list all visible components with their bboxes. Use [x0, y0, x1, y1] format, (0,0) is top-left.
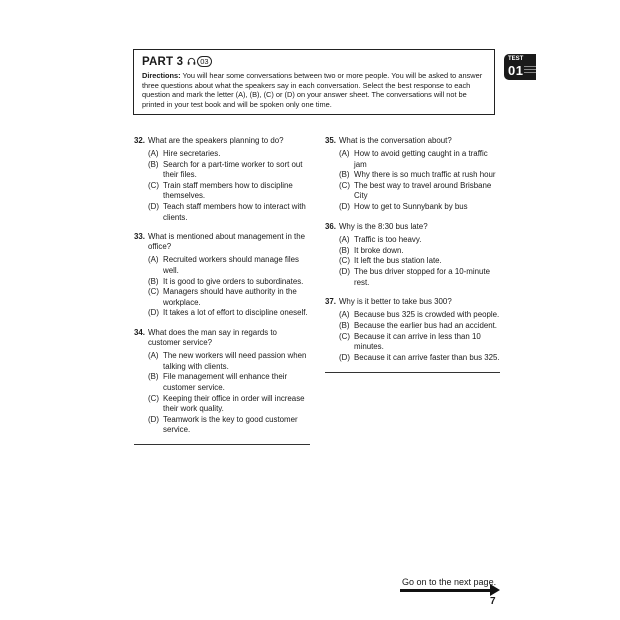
option-text: It broke down.	[354, 245, 404, 255]
option-letter: (B)	[339, 170, 350, 180]
question-32	[134, 136, 310, 223]
option-letter: (D)	[339, 267, 350, 277]
question-35	[325, 136, 500, 213]
next-page-text: Go on to the next page.	[402, 577, 497, 587]
answer-option	[339, 353, 500, 363]
part-header	[142, 54, 486, 69]
option-letter: (D)	[339, 352, 350, 362]
left-column	[134, 136, 310, 445]
directions-body: You will hear some conversations between two or more people. You will be asked to answer three questions about what the speakers say in each conversation. Select the best response to each question and mark the letter (A), (B), (C) or (D) on your answer sheet. The conversations will not be printed in your test book and will be spoken only one time.	[142, 71, 483, 109]
question-37	[325, 297, 500, 363]
test-tab-number: 01	[508, 63, 524, 78]
arrow-head-icon	[490, 584, 500, 596]
option-letter: (C)	[339, 256, 350, 266]
option-letter: (A)	[148, 149, 159, 159]
next-page-arrow-icon	[400, 589, 493, 592]
question-stem	[134, 136, 310, 146]
option-letter: (A)	[339, 149, 350, 159]
test-tab	[504, 54, 536, 80]
option-letter: (A)	[148, 351, 159, 361]
answer-option	[339, 321, 500, 331]
tab-decoration	[524, 66, 536, 75]
option-text: The best way to travel around Brisbane City	[354, 181, 492, 201]
question-number: 37.	[325, 296, 336, 306]
question-number: 36.	[325, 221, 336, 231]
option-text: The bus driver stopped for a 10-minute rest.	[354, 267, 490, 287]
option-text: Because the earlier bus had an accident.	[354, 320, 498, 330]
answer-option	[148, 394, 310, 415]
question-stem	[134, 328, 310, 349]
option-text: Teach staff members how to interact with clients.	[163, 202, 306, 222]
answer-options	[134, 351, 310, 435]
option-letter: (C)	[339, 181, 350, 191]
option-text: File management will enhance their customer service.	[163, 372, 288, 392]
option-text: How to get to Sunnybank by bus	[354, 202, 468, 212]
answer-option	[339, 267, 500, 288]
answer-option	[339, 246, 500, 256]
question-number: 34.	[134, 327, 145, 337]
option-text: Traffic is too heavy.	[354, 234, 422, 244]
question-36	[325, 222, 500, 288]
directions-label: Directions:	[142, 71, 181, 80]
answer-option	[339, 202, 500, 212]
question-stem	[325, 297, 500, 307]
answer-option	[148, 202, 310, 223]
option-letter: (C)	[148, 287, 159, 297]
option-letter: (B)	[148, 276, 159, 286]
answer-option	[148, 149, 310, 159]
question-stem	[325, 136, 500, 146]
directions-box	[133, 49, 495, 115]
option-text: Hire secretaries.	[163, 149, 221, 159]
option-letter: (C)	[148, 393, 159, 403]
answer-option	[339, 256, 500, 266]
option-letter: (D)	[339, 202, 350, 212]
audio-track-number: 03	[197, 56, 211, 67]
answer-options	[325, 235, 500, 288]
answer-option	[148, 372, 310, 393]
question-text: What is mentioned about management in the office?	[147, 231, 306, 252]
option-letter: (C)	[148, 181, 159, 191]
option-text: It takes a lot of effort to discipline oneself.	[163, 308, 308, 318]
directions-text	[142, 71, 486, 109]
answer-option	[148, 287, 310, 308]
question-33	[134, 232, 310, 319]
page-number: 7	[490, 596, 496, 607]
answer-options	[325, 310, 500, 363]
option-letter: (C)	[339, 331, 350, 341]
answer-option	[148, 308, 310, 318]
option-text: Why there is so much traffic at rush hour	[354, 170, 496, 180]
answer-option	[148, 181, 310, 202]
option-letter: (D)	[148, 414, 159, 424]
answer-option	[339, 332, 500, 353]
option-text: Train staff members how to discipline themselves.	[163, 181, 293, 201]
question-stem	[134, 232, 310, 253]
option-text: Teamwork is the key to good customer service.	[163, 414, 298, 434]
column-divider	[134, 444, 310, 445]
option-text: Because it can arrive in less than 10 minutes.	[354, 331, 481, 352]
right-column	[325, 136, 500, 373]
option-letter: (D)	[148, 308, 159, 318]
option-letter: (B)	[148, 372, 159, 382]
option-text: The new workers will need passion when talking with clients.	[163, 351, 307, 371]
question-text: What is the conversation about?	[338, 136, 452, 145]
question-number: 32.	[134, 136, 145, 145]
option-text: Keeping their office in order will increase their work quality.	[163, 393, 305, 413]
option-letter: (A)	[339, 234, 350, 244]
option-letter: (B)	[148, 160, 159, 170]
option-text: It is good to give orders to subordinates.	[163, 276, 304, 286]
option-text: How to avoid getting caught in a traffic jam	[354, 149, 488, 169]
answer-option	[339, 149, 500, 170]
column-divider	[325, 372, 500, 373]
answer-option	[148, 415, 310, 436]
option-letter: (B)	[339, 245, 350, 255]
option-text: Search for a part-time worker to sort out their files.	[163, 160, 303, 180]
answer-option	[148, 277, 310, 287]
answer-option	[339, 170, 500, 180]
option-text: It left the bus station late.	[354, 256, 442, 266]
test-tab-label: TEST	[508, 56, 524, 62]
answer-option	[148, 351, 310, 372]
question-text: Why is it better to take bus 300?	[338, 296, 452, 306]
headphones-icon	[187, 57, 196, 66]
answer-option	[339, 310, 500, 320]
answer-option	[339, 181, 500, 202]
question-text: Why is the 8:30 bus late?	[338, 221, 428, 231]
option-letter: (B)	[339, 320, 350, 330]
question-number: 35.	[325, 136, 336, 145]
answer-option	[339, 235, 500, 245]
audio-track	[187, 56, 211, 67]
answer-option	[148, 160, 310, 181]
question-stem	[325, 222, 500, 232]
option-letter: (A)	[339, 310, 350, 320]
option-text: Because bus 325 is crowded with people.	[354, 310, 500, 320]
question-text: What are the speakers planning to do?	[147, 136, 284, 145]
option-text: Because it can arrive faster than bus 325.	[354, 352, 500, 362]
question-number: 33.	[134, 231, 145, 241]
answer-options	[134, 255, 310, 318]
answer-options	[134, 149, 310, 223]
option-letter: (D)	[148, 202, 159, 212]
option-text: Recruited workers should manage files well.	[163, 255, 299, 275]
next-page-nav	[400, 577, 500, 587]
option-letter: (A)	[148, 255, 159, 265]
question-text: What does the man say in regards to customer service?	[147, 327, 277, 348]
option-text: Managers should have authority in the workplace.	[163, 287, 297, 307]
answer-option	[148, 255, 310, 276]
question-34	[134, 328, 310, 435]
answer-options	[325, 149, 500, 212]
part-title: PART 3	[142, 55, 184, 68]
